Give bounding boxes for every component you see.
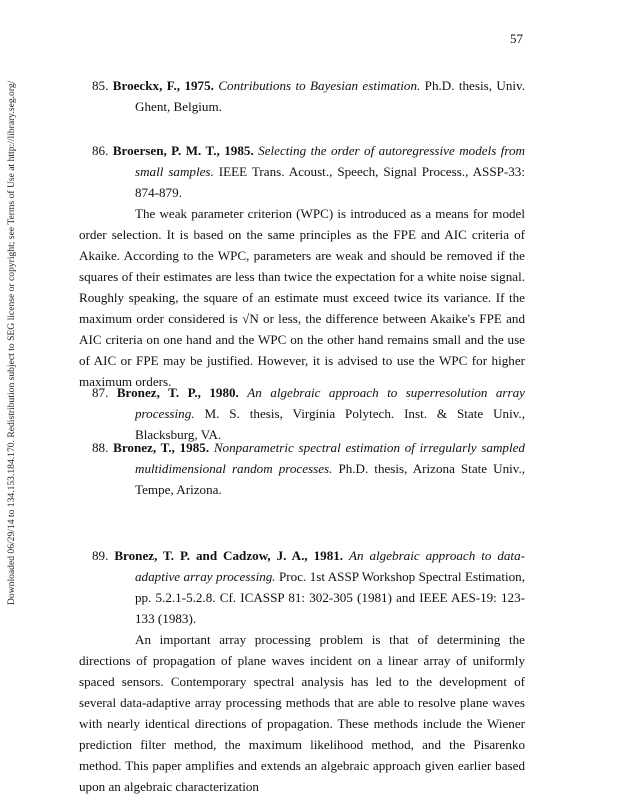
reference-source: Ph.D. thesis, Univ. Ghent, Belgium. <box>135 78 525 114</box>
reference-entry <box>92 382 525 445</box>
reference-title: Nonparametric spectral estimation of irregularly sampled multidimensional random processes. <box>135 440 525 476</box>
reference-authors: Broersen, P. M. T., 1985. <box>112 143 254 158</box>
reference-entry <box>92 75 525 117</box>
reference-number: 87. <box>92 385 109 400</box>
reference-title: Contributions to Bayesian estimation. <box>218 78 421 93</box>
reference-entry <box>92 437 525 500</box>
reference-title: An algebraic approach to data-adaptive array processing. <box>135 548 525 584</box>
reference-title: Selecting the order of autoregressive models from small samples. <box>135 143 525 179</box>
reference-authors: Bronez, T. P., 1980. <box>116 385 239 400</box>
reference-citation <box>92 382 525 445</box>
reference-number: 88. <box>92 440 109 455</box>
reference-citation <box>92 545 525 629</box>
reference-abstract: The weak parameter criterion (WPC) is introduced as a means for model order selection. It is based on the same principles as the FPE and AIC criteria of Akaike. According to the WPC, parameters are weak and should be removed if the squares of their estimates are less than twice the expectation for a white noise signal. Roughly speaking, the square of an estimate must exceed twice its variance. If the maximum order considered is √N or less, the difference between Akaike's FPE and AIC criteria on one hand and the WPC on the other hand remains small and the use of AIC or FPE may be justified. However, it is advised to use the WPC for higher maximum orders. <box>79 206 525 389</box>
reference-entry <box>79 545 525 797</box>
page-number: 57 <box>510 31 523 46</box>
reference-authors: Bronez, T. P. and Cadzow, J. A., 1981. <box>114 548 344 563</box>
reference-abstract: An important array processing problem is that of determining the directions of propagation of plane waves incident on a linear array of uniformly spaced sensors. Contemporary spectral analysis has led to the development of several data-adaptive array processing methods that are able to resolve plane waves with nearly identical directions of propagation. These methods include the Wiener prediction filter method, the maximum likelihood method, and the Pisarenko method. This paper amplifies and extends an algebraic approach given earlier based upon an algebraic characterization <box>79 632 525 794</box>
reference-citation <box>92 437 525 500</box>
reference-citation <box>92 140 525 203</box>
reference-source: M. S. thesis, Virginia Polytech. Inst. & State Univ., Blacksburg, VA. <box>135 406 525 442</box>
reference-source: Proc. 1st ASSP Workshop Spectral Estimation, pp. 5.2.1-5.2.8. Cf. ICASSP 81: 302-305 (1981) and IEEE AES-19: 123-133 (1983). <box>135 569 525 626</box>
reference-source: IEEE Trans. Acoust., Speech, Signal Process., ASSP-33: 874-879. <box>135 164 525 200</box>
reference-authors: Bronez, T., 1985. <box>113 440 210 455</box>
reference-entry <box>79 140 525 392</box>
reference-authors: Broeckx, F., 1975. <box>112 78 214 93</box>
reference-number: 86. <box>92 143 109 158</box>
reference-number: 89. <box>92 548 109 563</box>
reference-title: An algebraic approach to superresolution array processing. <box>135 385 525 421</box>
reference-number: 85. <box>92 78 109 93</box>
download-notice <box>6 80 22 605</box>
reference-source: Ph.D. thesis, Arizona State Univ., Tempe, Arizona. <box>135 461 525 497</box>
reference-citation <box>92 75 525 117</box>
download-notice-text: Downloaded 06/29/14 to 134.153.184.170. Redistribution subject to SEG license or copyright; see Terms of Use at http://library.seg.org/ <box>6 80 17 605</box>
